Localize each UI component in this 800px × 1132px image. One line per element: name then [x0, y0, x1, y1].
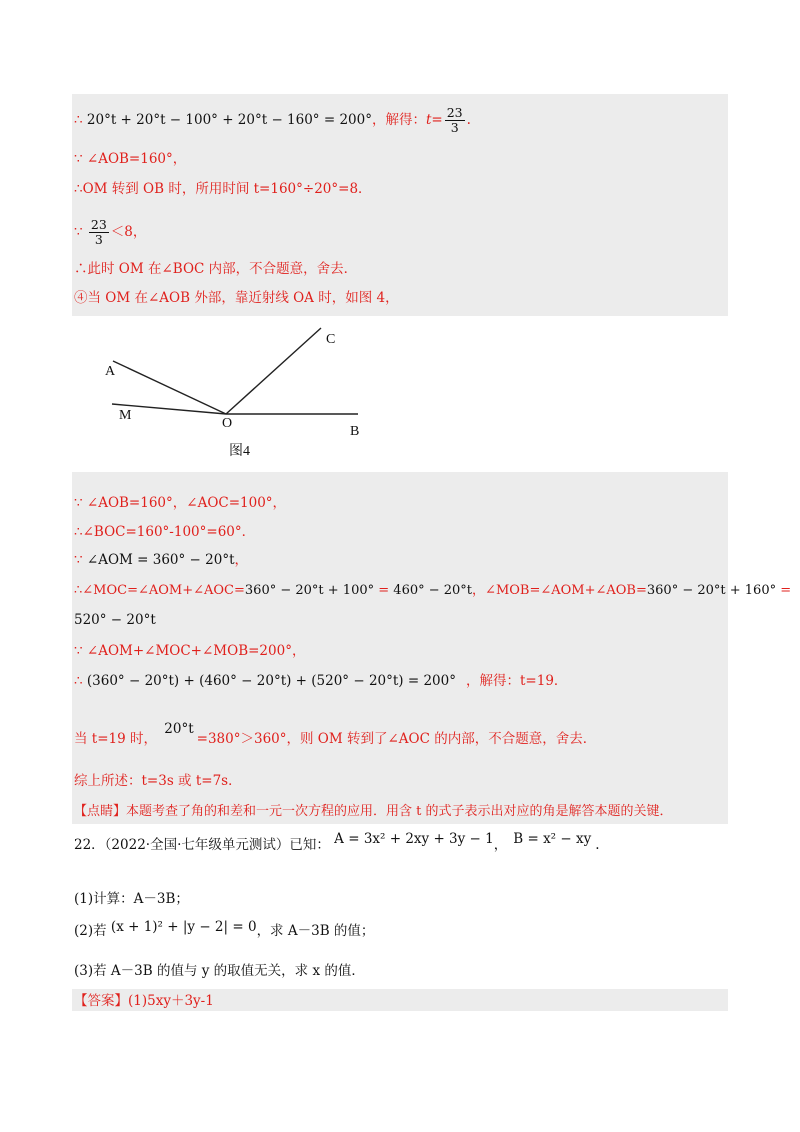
text-line-2: ∵ ∠AOB=160°， — [74, 151, 187, 167]
denominator: 3 — [450, 120, 459, 135]
label-b: B — [350, 424, 360, 439]
t-label: t= — [425, 112, 443, 128]
part-2-question: ，求 A－3B 的值； — [256, 923, 375, 939]
therefore-symbol: ∴ — [74, 112, 83, 128]
answer-line: 【答案】(1)5xy＋3y-1 — [74, 993, 214, 1009]
key-point: 【点睛】本题考查了角的和差和一元一次方程的应用．用含 t 的式子表示出对应的角是解答本题的关键． — [74, 804, 673, 819]
equation-line-1 — [74, 106, 471, 135]
text-line-12: ∵ ∠AOM+∠MOC+∠MOB=200°， — [74, 643, 306, 659]
equation: 20°t + 20°t − 100° + 20°t − 160° = 200° — [86, 112, 372, 128]
equation: ∠AOM = 360° − 20°t — [86, 552, 235, 568]
because-symbol: ∵ — [74, 552, 83, 568]
condition-equation: (x + 1)² + |y − 2| = 0 — [110, 919, 257, 935]
equals-sign: = — [374, 583, 394, 598]
text-line-10 — [74, 582, 791, 600]
solve-label: ，解得： — [371, 112, 426, 128]
text-line-3: ∴OM 转到 OB 时，所用时间 t=160°÷20°=8． — [74, 181, 372, 197]
equation: 360° − 20°t + 160° — [646, 583, 777, 598]
solve-label: ，解得：t=19． — [466, 673, 568, 689]
text-line-9 — [74, 551, 248, 569]
label-a: A — [105, 364, 116, 379]
ray-oc — [226, 328, 321, 414]
part-2 — [74, 919, 375, 940]
text-line-8: ∴∠BOC=160°-100°=60°． — [74, 524, 256, 540]
label-o: O — [222, 416, 233, 431]
text-line-11: 520° − 20°t — [74, 612, 156, 628]
problem-22-header — [74, 831, 600, 854]
period: . — [595, 837, 600, 853]
figure-caption: 图4 — [229, 444, 250, 459]
expression-a: A = 3x² + 2xy + 3y − 1 — [334, 831, 494, 847]
text-line-5: ∴此时 OM 在∠BOC 内部，不合题意，舍去． — [74, 261, 358, 277]
text-line-7: ∵ ∠AOB=160°，∠AOC=100°， — [74, 495, 287, 511]
fraction — [89, 218, 109, 247]
conclusion: =380°＞360°，则 OM 转到了∠AOC 的内部，不合题意，舍去． — [196, 731, 597, 747]
text-line-4 — [74, 218, 146, 247]
text-line-13 — [74, 672, 567, 690]
part-3: (3)若 A－3B 的值与 y 的取值无关，求 x 的值． — [74, 963, 365, 979]
expression-b: B = x² − xy — [513, 831, 592, 847]
because-symbol: ∵ — [74, 224, 83, 240]
equation: 360° − 20°t + 100° — [244, 583, 375, 598]
problem-source: 22．（2022·全国·七年级单元测试）已知： — [74, 837, 330, 853]
equation: 460° − 20°t — [393, 583, 473, 598]
denominator: 3 — [94, 232, 103, 247]
part-1: (1)计算：A－3B； — [74, 891, 189, 907]
equation: 20°t — [164, 721, 194, 737]
fraction — [445, 106, 465, 135]
geometry-figure — [72, 316, 390, 472]
part-2-prefix: (2)若 — [74, 923, 107, 939]
case-label: 当 t=19 时， — [74, 731, 157, 747]
numerator: 23 — [90, 217, 107, 232]
label-c: C — [326, 332, 336, 347]
comma: ， — [234, 552, 249, 568]
equals-sign: = — [776, 583, 792, 598]
label-m: M — [119, 408, 132, 423]
text-line-14 — [74, 721, 597, 748]
therefore-symbol: ∴ — [74, 673, 83, 689]
mob-label: ，∠MOB=∠AOM+∠AOB= — [472, 583, 647, 598]
text-line-6: ④当 OM 在∠AOB 外部，靠近射线 OA 时，如图 4， — [74, 290, 399, 306]
text-line-15: 综上所述：t=3s 或 t=7s． — [74, 773, 242, 789]
comparison: ＜8， — [110, 224, 147, 240]
moc-label: ∴∠MOC=∠AOM+∠AOC= — [74, 583, 245, 598]
equation: (360° − 20°t) + (460° − 20°t) + (520° − 20°t) = 200° — [86, 673, 456, 689]
period: . — [466, 112, 471, 128]
comma: ， — [493, 837, 508, 853]
numerator: 23 — [446, 105, 463, 120]
